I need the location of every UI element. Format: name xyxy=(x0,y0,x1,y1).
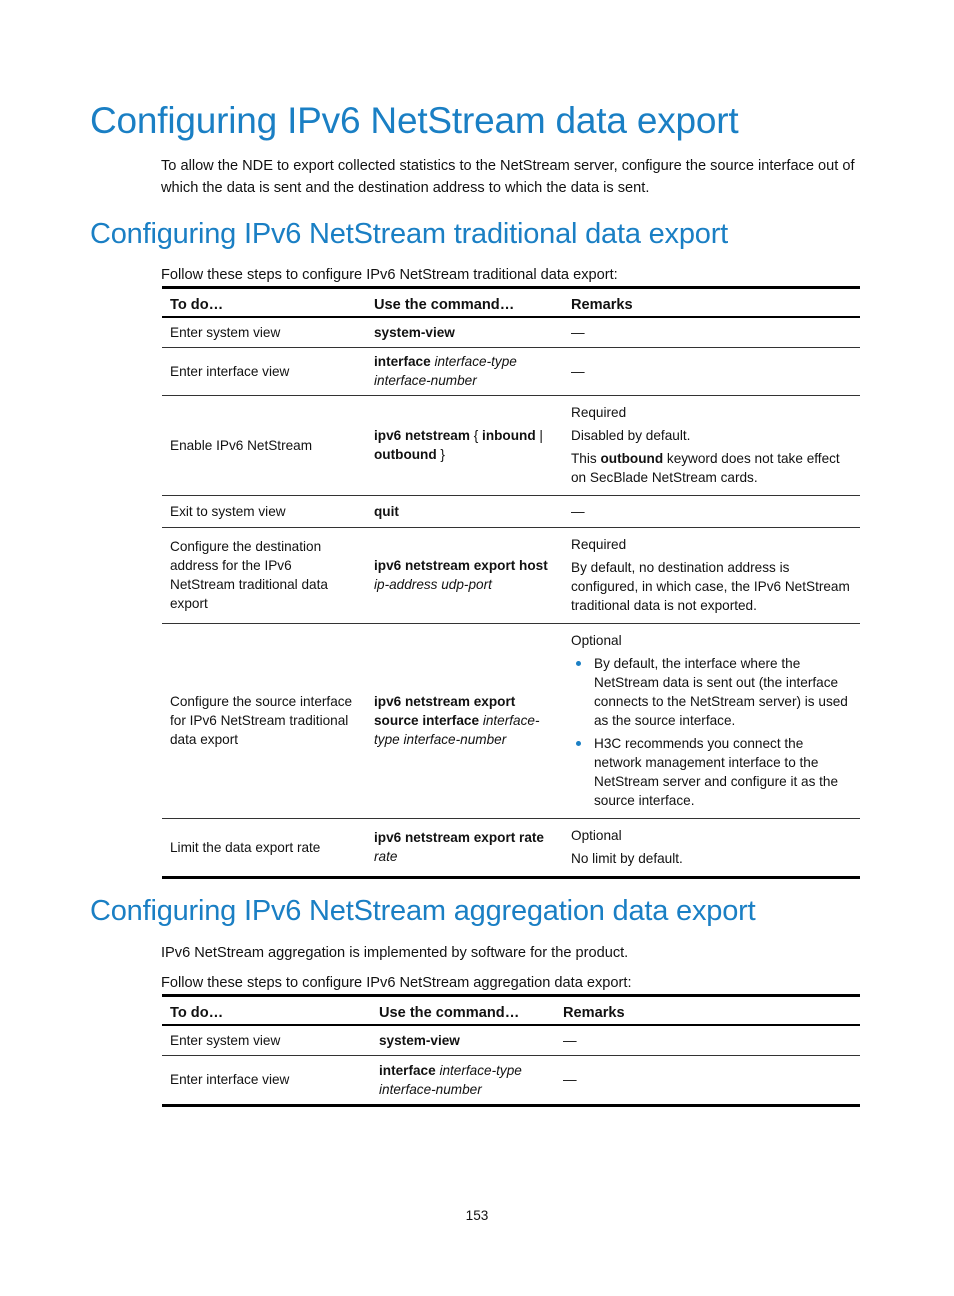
section2-note: IPv6 NetStream aggregation is implemented by software for the product. xyxy=(161,945,629,961)
section2-lead: Follow these steps to configure IPv6 NetStream aggregation data export: xyxy=(161,975,632,991)
command-cell xyxy=(371,1025,555,1055)
command-argument: interface-number xyxy=(379,1081,482,1097)
command-argument: interface-type xyxy=(434,354,517,369)
table-row xyxy=(162,623,860,818)
command-brace: { xyxy=(469,428,483,443)
table-header-row xyxy=(162,288,860,318)
remark-cell: — xyxy=(563,495,860,527)
remark-line: No limit by default. xyxy=(571,850,683,866)
command-keyword: ipv6 netstream export host xyxy=(374,558,548,573)
command-argument: rate xyxy=(374,849,398,864)
command-cell xyxy=(366,395,563,495)
remark-cell: — xyxy=(555,1025,860,1055)
todo-cell: Enable IPv6 NetStream xyxy=(162,395,366,495)
remark-bullet-list xyxy=(571,654,852,810)
table-row xyxy=(162,1055,860,1105)
todo-cell: Configure the destination address for the IPv6 NetStream traditional data export xyxy=(162,527,366,623)
section1-lead: Follow these steps to configure IPv6 NetStream traditional data export: xyxy=(161,267,618,283)
command-brace: } xyxy=(436,447,445,462)
table-header-row xyxy=(162,996,860,1026)
remark-cell xyxy=(563,623,860,818)
table-row xyxy=(162,495,860,527)
command-separator: | xyxy=(535,428,543,443)
section1-title: Configuring IPv6 NetStream traditional data export xyxy=(90,218,729,250)
command-cell xyxy=(366,317,563,347)
command-argument: ip-address udp-port xyxy=(374,577,492,592)
command-cell xyxy=(366,623,563,818)
page-number: 153 xyxy=(465,1208,489,1223)
remark-line: By default, no destination address is configured, in which case, the IPv6 NetStream traditional data is not exported. xyxy=(571,559,850,613)
header-todo: To do… xyxy=(162,288,366,318)
todo-cell: Limit the data export rate xyxy=(162,818,366,877)
remark-line: Optional xyxy=(571,632,622,648)
command-keyword: interface xyxy=(374,354,431,369)
remark-cell xyxy=(563,527,860,623)
table-row xyxy=(162,527,860,623)
todo-cell: Enter interface view xyxy=(162,1055,371,1105)
command-cell xyxy=(366,347,563,395)
traditional-export-table xyxy=(162,286,860,879)
page-title: Configuring IPv6 NetStream data export xyxy=(90,100,739,141)
header-command: Use the command… xyxy=(371,996,555,1026)
todo-cell: Enter system view xyxy=(162,317,366,347)
header-remarks: Remarks xyxy=(555,996,860,1026)
remark-bullet: By default, the interface where the NetStream data is sent out (the interface connects to the NetStream server) is used as the source interface. xyxy=(594,654,852,730)
table-row xyxy=(162,1025,860,1055)
todo-cell: Enter system view xyxy=(162,1025,371,1055)
remark-line: Optional xyxy=(571,827,622,843)
header-remarks: Remarks xyxy=(563,288,860,318)
command-keyword: ipv6 netstream export rate xyxy=(374,830,544,845)
intro-paragraph: To allow the NDE to export collected statistics to the NetStream server, configure the source interface out of which the data is sent and the destination address to which the data is sent. xyxy=(161,158,855,196)
command-keyword: quit xyxy=(374,503,399,519)
todo-cell: Exit to system view xyxy=(162,495,366,527)
remark-cell: — xyxy=(563,347,860,395)
header-todo: To do… xyxy=(162,996,371,1026)
section2-title: Configuring IPv6 NetStream aggregation data export xyxy=(90,895,756,927)
remark-line: This outbound keyword does not take effect on SecBlade NetStream cards. xyxy=(571,450,840,485)
command-argument: interface-number xyxy=(403,732,507,747)
command-argument: interface-type xyxy=(374,713,540,747)
remark-cell xyxy=(563,395,860,495)
remark-line: Disabled by default. xyxy=(571,427,691,443)
todo-cell: Configure the source interface for IPv6 NetStream traditional data export xyxy=(162,623,366,818)
aggregation-export-table xyxy=(162,994,860,1107)
table-row xyxy=(162,395,860,495)
remark-line: Required xyxy=(571,404,627,420)
remark-bullet: H3C recommends you connect the network management interface to the NetStream server and configure it as the source interface. xyxy=(594,734,852,810)
command-keyword: ipv6 netstream export source interface xyxy=(374,694,516,728)
remark-keyword: outbound xyxy=(600,450,664,466)
remark-line: Required xyxy=(571,536,627,552)
command-cell xyxy=(366,495,563,527)
command-keyword: system-view xyxy=(379,1032,460,1048)
table-row xyxy=(162,317,860,347)
command-cell xyxy=(366,818,563,877)
command-keyword: inbound xyxy=(482,428,536,443)
command-keyword: ipv6 netstream xyxy=(374,428,470,443)
command-keyword: interface xyxy=(379,1062,436,1078)
command-cell xyxy=(371,1055,555,1105)
header-command: Use the command… xyxy=(366,288,563,318)
command-keyword: outbound xyxy=(374,447,437,462)
table-row xyxy=(162,818,860,877)
command-keyword: system-view xyxy=(374,324,455,340)
remark-cell xyxy=(563,818,860,877)
command-argument: interface-number xyxy=(374,373,477,388)
remark-cell: — xyxy=(563,317,860,347)
todo-cell: Enter interface view xyxy=(162,347,366,395)
command-cell xyxy=(366,527,563,623)
command-argument: interface-type xyxy=(439,1062,522,1078)
table-row xyxy=(162,347,860,395)
remark-cell: — xyxy=(555,1055,860,1105)
